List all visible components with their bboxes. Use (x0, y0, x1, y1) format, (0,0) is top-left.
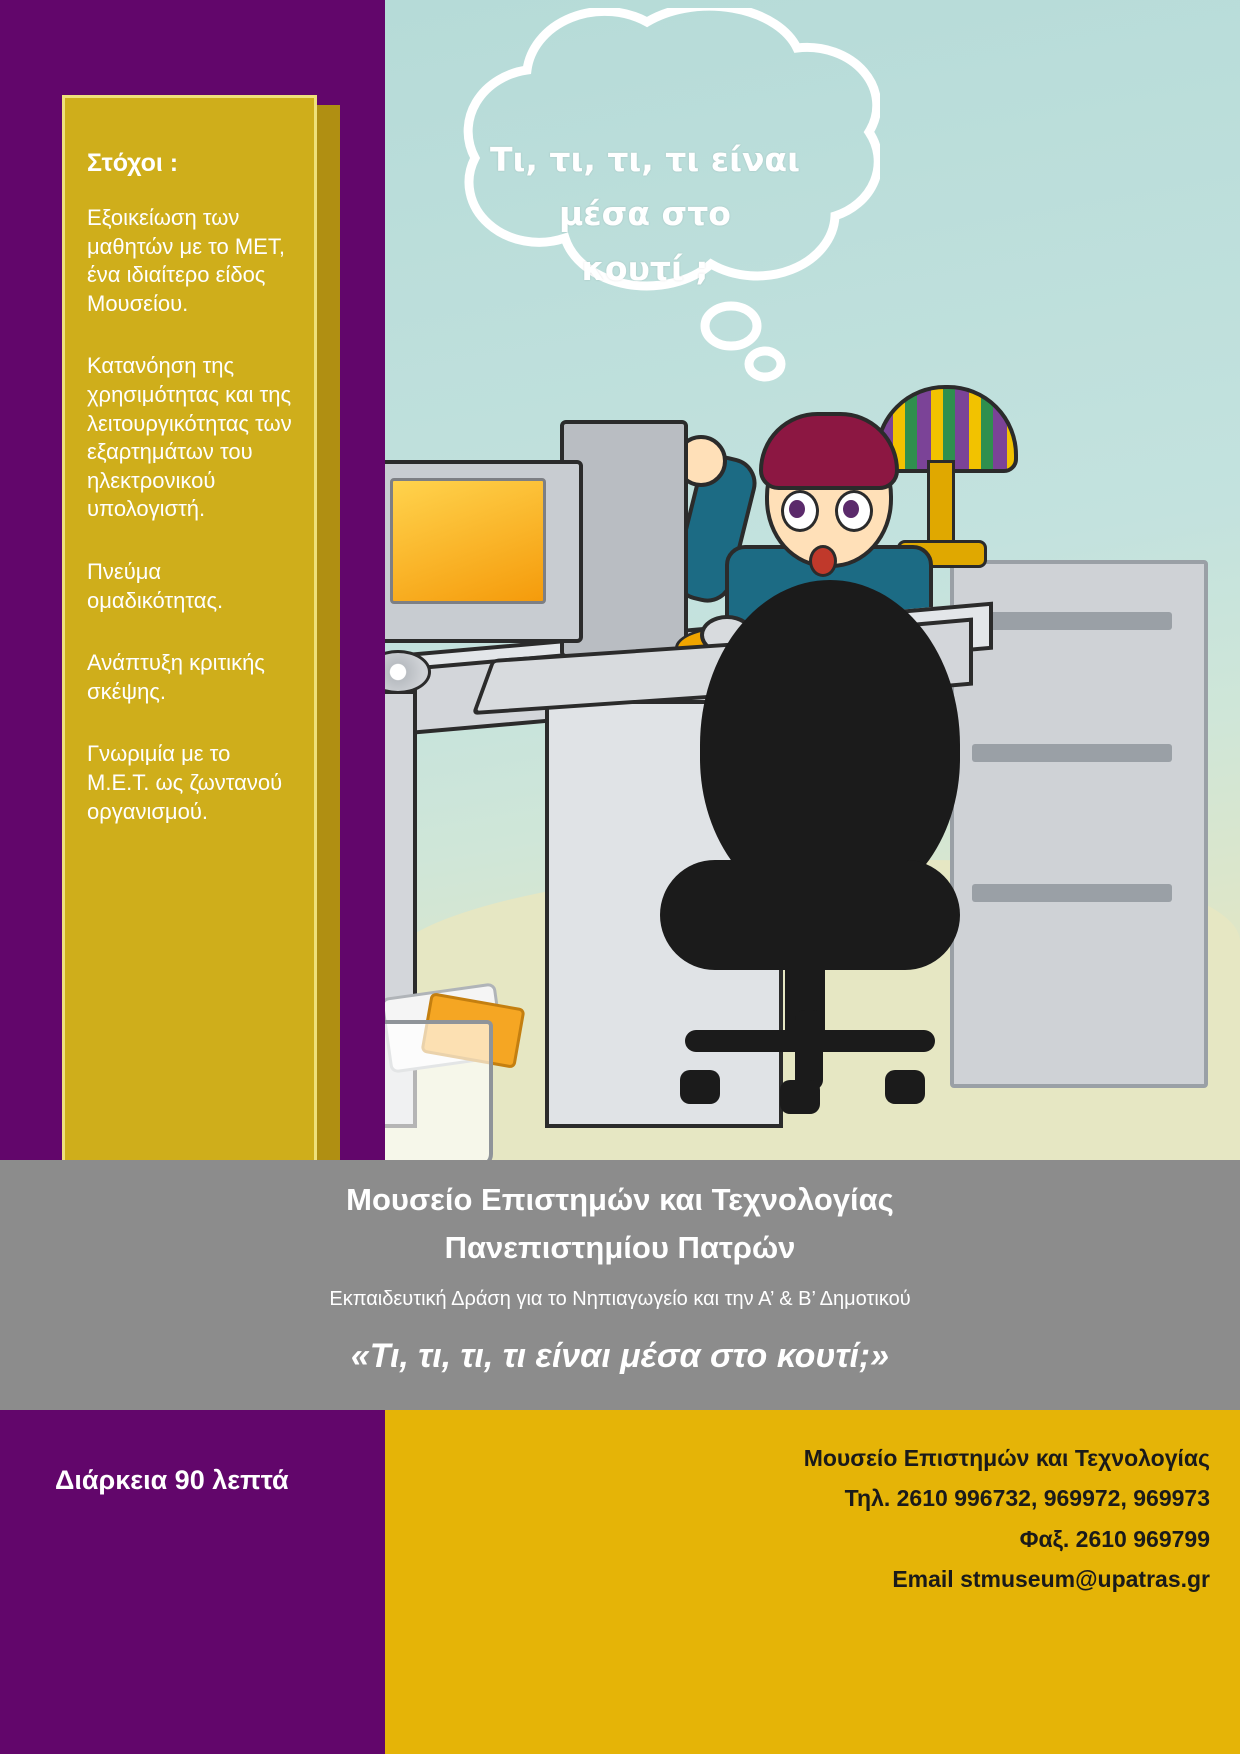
bubble-line-3: κουτί ; (581, 248, 709, 288)
goal-item-5: Γνωριμία με το Μ.Ε.Τ. ως ζωντανού οργανισμού. (87, 741, 283, 824)
cabinet-drawer-2 (972, 744, 1172, 762)
thought-bubble-icon (405, 8, 880, 408)
goal-item-4: Ανάπτυξη κριτικής σκέψης. (87, 650, 265, 704)
contact-museum-name: Μουσείο Επιστημών και Τεχνολογίας (803, 1445, 1210, 1471)
museum-banner (0, 1160, 1240, 1410)
monitor-screen (390, 478, 546, 604)
footer-area (0, 1410, 1240, 1754)
chair-wheel-2 (885, 1070, 925, 1104)
bubble-line-2: μέσα στο (559, 194, 731, 234)
program-title: «Τι, τι, τι, τι είναι μέσα στο κουτί;» (350, 1337, 890, 1375)
illustration-scene (385, 0, 1240, 1290)
cabinet-drawer-1 (972, 612, 1172, 630)
waste-bin-icon (385, 1020, 493, 1168)
goal-item-1: Εξοικείωση των μαθητών με το ΜΕΤ, ένα ιδιαίτερο είδος Μουσείου. (87, 205, 285, 316)
museum-name-line-1: Μουσείο Επιστημών και Τεχνολογίας (346, 1182, 894, 1217)
goal-item-3: Πνεύμα ομαδικότητας. (87, 558, 224, 613)
contact-email[interactable]: Email stmuseum@upatras.gr (892, 1565, 1210, 1592)
contact-phone: Τηλ. 2610 996732, 969972, 969973 (844, 1485, 1210, 1512)
boy-pupil-left (789, 500, 805, 518)
cabinet-drawer-3 (972, 884, 1172, 902)
contact-fax: Φαξ. 2610 969799 (1019, 1525, 1210, 1552)
duration-label: Διάρκεια 90 λεπτά (55, 1465, 289, 1495)
goals-box (62, 95, 317, 1235)
footer-purple-panel (0, 1410, 385, 1754)
museum-name-line-2: Πανεπιστημίου Πατρών (444, 1230, 796, 1265)
boy-mouth (809, 545, 837, 577)
contact-block (650, 1438, 1210, 1599)
goals-title: Στόχοι : (87, 149, 179, 177)
boy-hair (759, 412, 899, 490)
boy-pupil-right (843, 500, 859, 518)
goal-item-2: Κατανόηση της χρησιμότητας και της λειτουργικότητας των εξαρτημάτων του ηλεκτρονικού υπολογιστή. (87, 353, 292, 522)
educational-action-label: Εκπαιδευτική Δράση για το Νηπιαγωγείο και την Α’ & Β’ Δημοτικού (329, 1288, 911, 1310)
chair-wheel-3 (780, 1080, 820, 1114)
monitor-icon (385, 460, 583, 643)
thought-bubble-text (445, 133, 845, 296)
bubble-line-1: Τι, τι, τι, τι είναι (490, 140, 800, 179)
chair-wheel-1 (680, 1070, 720, 1104)
